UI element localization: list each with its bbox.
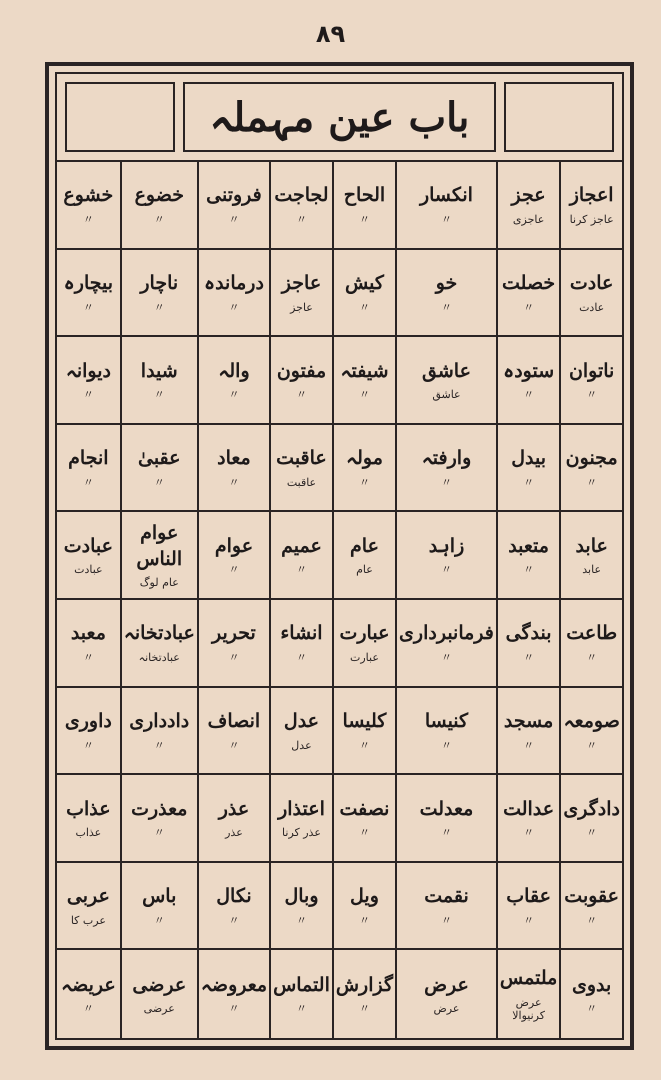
table-cell [197,775,269,863]
entry-word: عجز [511,184,546,207]
entry-meaning: 〃 [82,388,94,402]
entry-meaning: عرض کرنیوالا [512,995,545,1022]
entry-word: عذاب [66,797,111,820]
entry-meaning: عبادتخانہ [138,651,180,665]
entry-meaning: 〃 [295,651,307,665]
table-cell [559,950,622,1038]
entry-meaning: 〃 [440,738,452,752]
table-cell [120,425,197,513]
entry-meaning: 〃 [586,826,598,840]
entry-meaning: 〃 [358,300,370,314]
entry-word: ویل [350,885,379,908]
table-cell [120,775,197,863]
entry-meaning: 〃 [440,563,452,577]
entry-meaning: عام لوگ [139,576,179,590]
entry-meaning: عاجزی [512,213,545,227]
table-cell [197,600,269,688]
entry-word: شیفتہ [340,359,389,382]
entry-word: الحاح [343,184,386,207]
entry-word: انشاء [280,622,323,645]
table-cell [269,950,332,1038]
table-cell [332,162,395,250]
entry-meaning: عاجز [290,300,313,314]
entry-meaning: 〃 [440,300,452,314]
title-box [183,82,496,152]
entry-meaning: 〃 [440,213,452,227]
entry-word: دادگری [563,797,620,820]
entry-meaning: 〃 [523,826,535,840]
entry-word: نصفت [339,797,390,820]
chapter-heading: باب عین مہملہ [209,93,470,141]
table-cell [57,162,120,250]
table-cell [197,162,269,250]
table-border [55,72,624,1040]
entry-meaning: 〃 [228,738,240,752]
entry-word: عمیم [281,534,322,557]
entry-word: عبارت [339,622,390,645]
entry-meaning: 〃 [228,213,240,227]
entry-word: متعبد [508,534,549,557]
table-cell [332,600,395,688]
entry-meaning: 〃 [358,475,370,489]
entry-word: عقبیٰ [137,447,181,470]
entry-meaning: 〃 [228,300,240,314]
entry-meaning: 〃 [82,1002,94,1016]
table-cell [395,162,496,250]
entry-meaning: 〃 [358,913,370,927]
entry-word: عرض [424,973,469,996]
title-side-box-right [504,82,614,152]
table-cell [57,250,120,338]
entry-meaning: 〃 [523,651,535,665]
entry-word: ستودہ [503,359,555,382]
entry-word: عبادتخانہ [123,622,195,645]
entry-meaning: 〃 [228,563,240,577]
table-cell [496,600,559,688]
table-cell [496,162,559,250]
entry-meaning: عاقبت [286,475,317,489]
title-side-box-left [65,82,175,152]
table-cell [395,337,496,425]
entry-meaning: 〃 [358,1002,370,1016]
table-cell [57,600,120,688]
entry-word: عاجز [281,271,322,294]
entry-meaning: 〃 [586,1002,598,1016]
table-cell [197,250,269,338]
entry-meaning: عاجز کرنا [569,213,614,227]
table-cell [332,775,395,863]
entry-word: تحریر [212,622,256,645]
entry-word: طاعت [566,622,618,645]
entry-word: عادت [569,271,614,294]
entry-meaning: 〃 [523,738,535,752]
entry-meaning: 〃 [586,913,598,927]
table-cell [559,775,622,863]
entry-meaning: 〃 [523,563,535,577]
entry-meaning: 〃 [440,475,452,489]
entry-meaning: 〃 [295,913,307,927]
entry-word: دیوانہ [65,359,111,382]
entry-word: مسجد [503,709,554,732]
entry-word: وبال [284,885,319,908]
table-cell [332,337,395,425]
entry-meaning: عابد [582,563,602,577]
entry-meaning: 〃 [586,738,598,752]
entry-meaning: 〃 [153,738,165,752]
entry-meaning: عذر [225,826,243,840]
entry-meaning: عاشق [432,388,461,402]
table-cell [332,512,395,600]
table-cell [269,863,332,951]
table-cell [269,512,332,600]
entry-word: عقاب [506,885,551,908]
entry-word: نکال [216,885,252,908]
entry-word: ناتوان [568,359,615,382]
entry-word: مفتون [276,359,327,382]
table-cell [120,863,197,951]
entry-meaning: 〃 [228,388,240,402]
table-cell [120,600,197,688]
entry-meaning: عدل [291,738,312,752]
entry-meaning: 〃 [295,563,307,577]
entry-word: عاقبت [276,447,327,470]
vocabulary-table [57,162,622,1038]
entry-meaning: 〃 [586,651,598,665]
entry-word: عذر [218,797,250,820]
table-cell [120,162,197,250]
table-cell [395,600,496,688]
entry-meaning: 〃 [82,651,94,665]
entry-word: بدوی [572,973,612,996]
entry-word: عدالت [503,797,555,820]
table-cell [559,250,622,338]
entry-word: عربی [66,885,110,908]
table-cell [395,775,496,863]
table-cell [120,950,197,1038]
entry-meaning: 〃 [82,213,94,227]
table-cell [57,425,120,513]
table-cell [57,863,120,951]
table-cell [559,688,622,776]
entry-word: بیچارہ [63,271,114,294]
entry-meaning: عرب کا [70,913,106,927]
table-cell [395,688,496,776]
table-cell [332,688,395,776]
entry-word: عاشق [422,359,471,382]
entry-meaning: 〃 [586,388,598,402]
table-cell [559,337,622,425]
entry-word: فرمانبرداری [399,622,494,645]
entry-meaning: 〃 [153,826,165,840]
entry-meaning: 〃 [586,475,598,489]
entry-meaning: عبارت [350,651,379,665]
table-cell [269,688,332,776]
table-cell [57,512,120,600]
entry-meaning: عبادت [74,563,103,577]
entry-word: عابد [575,534,608,557]
table-cell [395,250,496,338]
table-cell [332,425,395,513]
table-cell [57,688,120,776]
entry-meaning: 〃 [153,913,165,927]
entry-meaning: عرض [433,1002,460,1016]
entry-word: عدل [283,709,320,732]
entry-word: بندگی [505,622,552,645]
table-cell [496,425,559,513]
entry-word: معروضہ [200,973,268,996]
entry-word: کنیسا [424,709,469,732]
table-cell [269,600,332,688]
entry-word: باس [142,885,177,908]
entry-word: عام [350,534,379,557]
table-cell [197,337,269,425]
table-cell [496,688,559,776]
entry-word: فروتنی [206,184,262,207]
entry-word: معذرت [131,797,188,820]
entry-word: کیش [344,271,384,294]
entry-word: صومعہ [563,709,620,732]
entry-word: وارفتہ [421,447,472,470]
table-cell [57,337,120,425]
table-cell [496,950,559,1038]
entry-word: ملتمس [499,967,558,990]
entry-word: اعجاز [569,184,614,207]
entry-meaning: 〃 [440,913,452,927]
table-cell [197,863,269,951]
entry-meaning: 〃 [82,300,94,314]
entry-meaning: 〃 [228,1002,240,1016]
entry-meaning: 〃 [153,213,165,227]
table-cell [57,775,120,863]
entry-word: بیدل [511,447,546,470]
entry-meaning: 〃 [440,826,452,840]
entry-word: خضوع [134,184,184,207]
entry-word: نقمت [424,885,469,908]
entry-word: انصاف [207,709,261,732]
entry-word: انجام [68,447,109,470]
entry-word: خشوع [63,184,114,207]
table-cell [395,425,496,513]
entry-meaning: 〃 [523,913,535,927]
entry-word: کلیسا [342,709,387,732]
entry-word: معاد [217,447,251,470]
table-cell [559,425,622,513]
entry-word: عقوبت [564,885,620,908]
table-cell [57,950,120,1038]
entry-word: اعتذار [278,797,325,820]
table-cell [120,337,197,425]
table-cell [496,250,559,338]
entry-meaning: عرضی [143,1002,175,1016]
entry-word: عرضی [132,973,187,996]
entry-word: التماس [273,973,330,996]
entry-meaning: 〃 [153,388,165,402]
entry-word: عبادت [63,534,113,557]
entry-word: انکسار [419,184,473,207]
table-cell [332,863,395,951]
entry-meaning: 〃 [358,738,370,752]
entry-meaning: 〃 [82,738,94,752]
entry-word: خو [435,271,458,294]
entry-word: عریضہ [61,973,116,996]
entry-word: درماندہ [203,271,264,294]
table-cell [496,863,559,951]
table-cell [197,950,269,1038]
table-cell [269,425,332,513]
entry-meaning: 〃 [295,388,307,402]
entry-meaning: 〃 [295,1002,307,1016]
table-cell [559,162,622,250]
table-cell [395,950,496,1038]
entry-meaning: 〃 [153,300,165,314]
entry-word: دادداری [129,709,190,732]
entry-meaning: 〃 [228,475,240,489]
entry-meaning: عذر کرنا [282,826,321,840]
table-cell [559,863,622,951]
table-cell [395,863,496,951]
entry-word: زاہد [428,534,465,557]
entry-meaning: 〃 [358,213,370,227]
table-cell [120,512,197,600]
entry-meaning: 〃 [82,475,94,489]
table-cell [332,950,395,1038]
entry-word: ناچار [140,271,179,294]
table-cell [120,250,197,338]
table-cell [269,775,332,863]
entry-meaning: عذاب [75,826,102,840]
page-number: ۸۹ [315,20,346,48]
entry-word: مولہ [346,447,383,470]
page-frame [45,62,634,1050]
entry-word: مجنون [565,447,618,470]
table-cell [197,512,269,600]
entry-word: خصلت [502,271,556,294]
entry-word: شیدا [140,359,178,382]
table-cell [496,337,559,425]
entry-word: معبد [70,622,106,645]
entry-word: داوری [64,709,112,732]
entry-meaning: عام [356,563,373,577]
table-cell [197,688,269,776]
table-cell [496,775,559,863]
table-cell [269,162,332,250]
title-row [57,74,622,162]
table-cell [269,250,332,338]
entry-meaning: 〃 [358,826,370,840]
entry-meaning: 〃 [440,651,452,665]
entry-word: عوام [214,534,254,557]
entry-meaning: 〃 [153,475,165,489]
entry-meaning: 〃 [523,388,535,402]
table-cell [559,512,622,600]
entry-word: لجاجت [274,184,329,207]
entry-meaning: 〃 [523,475,535,489]
table-cell [197,425,269,513]
entry-word: معدلت [419,797,474,820]
table-cell [120,688,197,776]
table-cell [559,600,622,688]
entry-word: والہ [218,359,250,382]
table-cell [496,512,559,600]
entry-word: عوام الناس [136,521,183,570]
entry-meaning: 〃 [358,388,370,402]
entry-meaning: عادت [579,300,605,314]
table-cell [395,512,496,600]
table-cell [269,337,332,425]
entry-meaning: 〃 [228,651,240,665]
entry-meaning: 〃 [228,913,240,927]
entry-word: گزارش [335,973,394,996]
table-cell [332,250,395,338]
entry-meaning: 〃 [523,300,535,314]
entry-meaning: 〃 [295,213,307,227]
